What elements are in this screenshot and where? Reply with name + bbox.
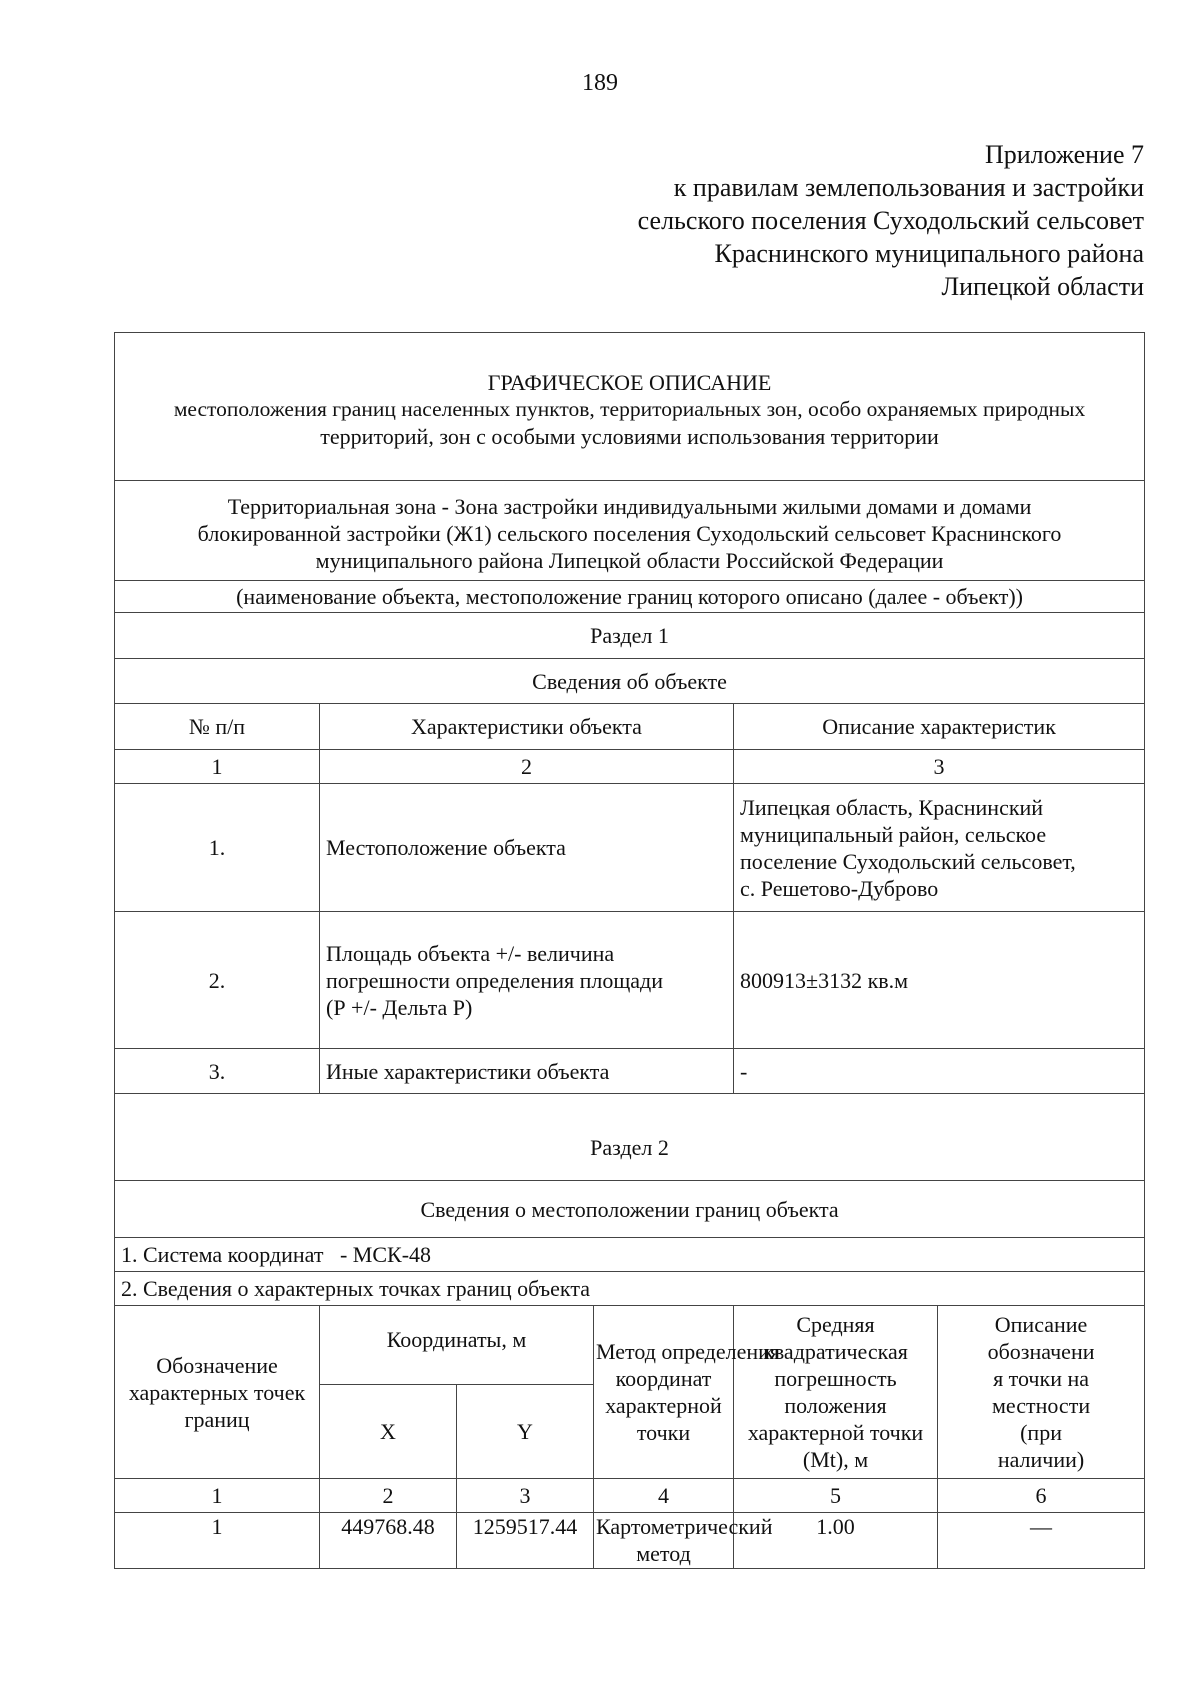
header-text: характерных точек	[128, 1379, 306, 1405]
header-text: я точки на	[993, 1366, 1090, 1391]
header-text: (Mt), м	[802, 1447, 869, 1472]
zone-row	[115, 481, 1145, 581]
zone-name-line: Территориальная зона - Зона застройки индивидуальными жилыми домами и домами	[227, 494, 1032, 519]
header-text: квадратическая	[763, 1339, 908, 1364]
points-caption-row	[115, 1272, 1145, 1306]
section2-subtitle: Сведения о местоположении границ объекта	[115, 1181, 1145, 1238]
point-y: 1259517.44	[457, 1513, 594, 1569]
section2-title: Раздел 2	[115, 1094, 1145, 1181]
coord-system: 1. Система координат - МСК-48	[115, 1238, 1145, 1272]
characteristic-cell	[320, 1049, 734, 1094]
table-row	[115, 784, 1145, 912]
header-text: координат	[615, 1366, 712, 1391]
col-number: 1	[115, 1479, 320, 1513]
col-header-method	[594, 1306, 781, 1479]
zone-name-line: муниципального района Липецкой области Российской Федерации	[315, 548, 944, 573]
description-text: муниципальный район, сельское	[740, 821, 1047, 847]
points-caption: 2. Сведения о характерных точках границ объекта	[115, 1272, 1145, 1306]
header-text: обозначени	[987, 1339, 1095, 1364]
header-text: положения	[784, 1393, 887, 1418]
col-number: 3	[457, 1479, 594, 1513]
row-number: 2.	[115, 912, 320, 1049]
col-header-point-description	[938, 1306, 1145, 1479]
point-id: 1	[115, 1513, 320, 1569]
col-number: 1	[115, 750, 320, 784]
description-text: -	[740, 1058, 748, 1084]
characteristic-text: (Р +/- Дельта Р)	[326, 994, 473, 1020]
row-number: 3.	[115, 1049, 320, 1094]
col-header-coordinates: Координаты, м	[320, 1306, 594, 1385]
method-text: Картометрический	[596, 1514, 773, 1539]
zone-name-line: блокированной застройки (Ж1) сельского поселения Суходольский сельсовет Краснинского	[197, 521, 1062, 546]
table-row	[115, 1049, 1145, 1094]
characteristic-text: погрешности определения площади	[326, 967, 664, 993]
header-text: Средняя	[796, 1312, 875, 1337]
method-text: метод	[636, 1541, 691, 1566]
graphic-description-table	[114, 332, 1145, 1569]
point-error: 1.00	[734, 1513, 938, 1569]
description-cell	[734, 784, 1145, 912]
point-method	[594, 1513, 773, 1569]
col-number: 4	[594, 1479, 734, 1513]
document-subtitle: местоположения границ населенных пунктов, территориальных зон, особо охраняемых природных	[173, 397, 1086, 421]
header-text: Описание	[994, 1312, 1088, 1337]
characteristic-text: Иные характеристики объекта	[326, 1058, 610, 1084]
section1-subtitle: Сведения об объекте	[115, 659, 1145, 704]
header-text: Обозначение	[156, 1352, 278, 1378]
header-text: характерной точки	[605, 1393, 722, 1445]
col-header-description: Описание характеристик	[734, 704, 1145, 750]
appendix-line: к правилам землепользования и застройки	[673, 173, 1144, 202]
section2-title-row	[115, 1094, 1145, 1181]
appendix-line: Липецкой области	[941, 272, 1144, 301]
col-number: 2	[320, 750, 734, 784]
col-header-number: № п/п	[115, 704, 320, 750]
col-number: 3	[734, 750, 1145, 784]
section1-header-row	[115, 704, 1145, 750]
table-row	[115, 912, 1145, 1049]
description-text: 800913±3132 кв.м	[740, 967, 909, 993]
col-header-error	[734, 1306, 938, 1479]
characteristic-text: Площадь объекта +/- величина	[326, 940, 615, 966]
col-number: 2	[320, 1479, 457, 1513]
header-row	[115, 333, 1145, 481]
section1-subtitle-row	[115, 659, 1145, 704]
header-text: границ	[184, 1406, 250, 1432]
col-number: 5	[734, 1479, 938, 1513]
zone-caption: (наименование объекта, местоположение границ которого описано (далее - объект))	[115, 581, 1145, 613]
header-text: наличии)	[997, 1447, 1085, 1472]
appendix-line: сельского поселения Суходольский сельсовет	[637, 206, 1144, 235]
point-x: 449768.48	[320, 1513, 457, 1569]
header-text: характерной точки	[747, 1420, 924, 1445]
characteristic-cell	[320, 912, 734, 1049]
table-row	[115, 1513, 1145, 1569]
section2-subtitle-row	[115, 1181, 1145, 1238]
point-description: —	[938, 1513, 1145, 1569]
col-header-x: X	[320, 1385, 457, 1479]
description-cell	[734, 1049, 1145, 1094]
characteristic-text: Местоположение объекта	[326, 835, 566, 860]
zone-cell	[115, 481, 1145, 581]
section1-title-row	[115, 613, 1145, 659]
description-cell	[734, 912, 1145, 1049]
header-text: Метод определения	[596, 1339, 781, 1364]
col-header-designation	[115, 1306, 320, 1479]
section1-colnum-row	[115, 750, 1145, 784]
description-text: с. Решетово-Дуброво	[740, 875, 939, 901]
col-header-y: Y	[457, 1385, 594, 1479]
description-text: Липецкая область, Краснинский	[740, 794, 1044, 820]
row-number: 1.	[115, 784, 320, 912]
coord-system-row	[115, 1238, 1145, 1272]
header-cell	[115, 333, 1145, 481]
header-text: погрешность	[774, 1366, 897, 1391]
header-text: (при	[1020, 1420, 1062, 1445]
description-text: поселение Суходольский сельсовет,	[740, 848, 1076, 874]
zone-caption-row	[115, 581, 1145, 613]
points-header-row	[115, 1306, 1145, 1385]
col-header-characteristic: Характеристики объекта	[320, 704, 734, 750]
points-colnum-row	[115, 1479, 1145, 1513]
page-number: 189	[582, 70, 618, 96]
header-text: местности	[992, 1393, 1091, 1418]
appendix-line: Приложение 7	[984, 140, 1144, 169]
document-title: ГРАФИЧЕСКОЕ ОПИСАНИЕ	[487, 370, 772, 395]
document-subtitle: территорий, зон с особыми условиями использования территории	[320, 424, 939, 449]
characteristic-cell	[320, 784, 734, 912]
section1-title: Раздел 1	[115, 613, 1145, 659]
col-number: 6	[938, 1479, 1145, 1513]
appendix-block	[444, 138, 1144, 303]
appendix-line: Краснинского муниципального района	[714, 239, 1144, 268]
